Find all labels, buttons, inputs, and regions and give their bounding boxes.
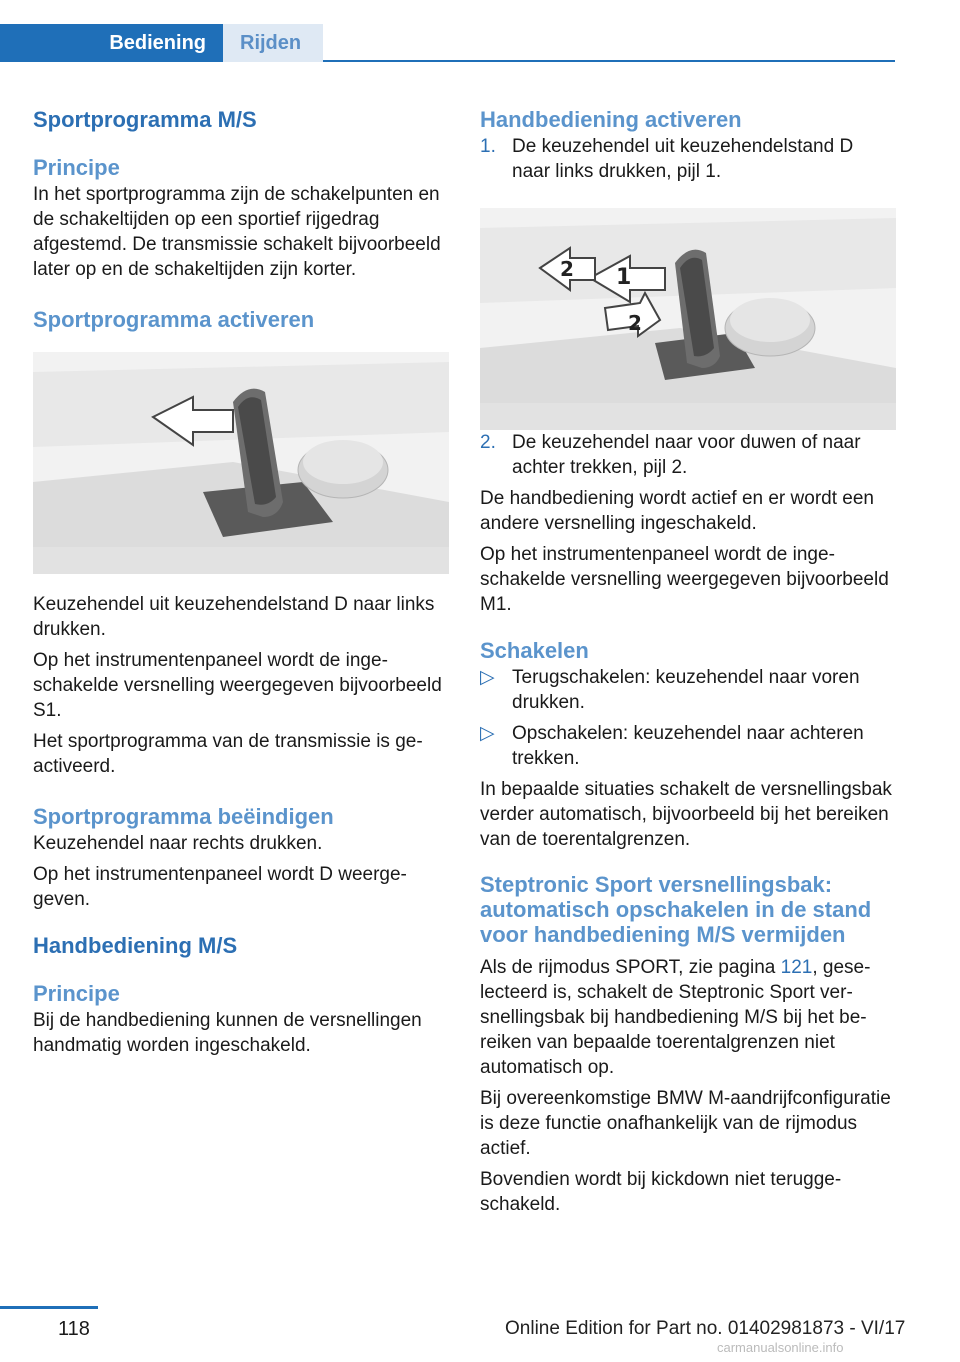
step-2-text: De keuzehendel naar voor duwen of naar achter trekken, pijl 2. [512,432,861,478]
bullet-opschakelen [480,721,896,771]
right-column [480,100,896,1217]
arrow-label-2-top: 2 [560,257,574,281]
beeindigen-p2: Op het instrumentenpaneel wordt D weergegeven. [33,864,407,910]
subheading-schakelen: Schakelen [480,638,589,663]
hand-principe-text: Bij de handbediening kunnen de versnellingen handmatig worden ingeschakeld. [33,1010,422,1056]
subheading-principe-hand: Principe [33,981,120,1006]
p-actief: De handbediening wordt actief en er wordt een andere versnelling ingeschakeld. [480,488,874,534]
watermark: carmanualsonline.info [717,1340,844,1355]
triangle-bullet-icon: ▷ [480,667,495,688]
principe-text: In het sportprogramma zijn de schakelpunten en de schakeltijden op een sportief rijgedrag afgestemd. De transmissie schakelt bijvoorbeeld later op en de schakeltijden zijn korter. [33,184,441,280]
arrow-label-2-bottom: 2 [628,311,642,335]
subheading-sportprogramma-activeren: Sportprogramma activeren [33,307,315,332]
schakelen-list [480,665,896,771]
activeren-p1: Keuzehendel uit keuzehendelstand D naar links drukken. [33,594,435,640]
edition-line: Online Edition for Part no. 01402981873 - VI/17 [505,1318,906,1339]
selector-lever-illustration [33,352,449,574]
bullet-1-text: Terugschakelen: keuzehendel naar voren drukken. [512,667,860,713]
activeren-p3: Het sportprogramma van de transmissie is geactiveerd. [33,731,423,777]
page-link-121[interactable]: 121 [780,957,813,978]
beeindigen-p1: Keuzehendel naar rechts drukken. [33,833,323,854]
chapter-tabs [0,0,960,64]
step-1-text: De keuzehendel uit keuzehendelstand D naar links drukken, pijl 1. [512,136,854,182]
arrow-label-1: 1 [616,265,632,290]
p-bmw: Bij overeenkomstige BMW M-aandrijfconfiguratie is deze functie onafhankelijk van de rijmodus actief. [480,1088,891,1159]
figure-selector-lever-left [33,352,449,574]
steps-list-continued [480,430,896,480]
page-number: 118 [58,1318,90,1340]
header-rule [323,60,895,62]
bullet-2-text: Opschakelen: keuzehendel naar achteren trekken. [512,723,864,769]
step-2-number: 2. [480,432,496,453]
footer-rule [0,1306,98,1309]
subheading-steptronic: Steptronic Sport versnellingsbak: automatisch opschakelen in de stand voor handbediening M/S vermijden [480,872,872,947]
left-column [33,100,449,1058]
step-1-number: 1. [480,136,496,157]
subheading-principe: Principe [33,155,120,180]
figure-selector-lever-manual [480,208,896,430]
activeren-p2: Op het instrumentenpaneel wordt de ingeschakelde versnelling weergegeven bijvoorbeeld S1. [33,650,442,721]
step-2 [480,430,896,480]
p-rijmodus-end: , geselecteerd is, schakelt de Steptronic Sport versnellingsbak bij handbediening M/S bij het bereiken van bepaalde toerentalgrenzen niet automatisch op. [480,957,871,1078]
p-kickdown: Bovendien wordt bij kickdown niet teruggeschakeld. [480,1169,842,1215]
p-paneel: Op het instrumentenpaneel wordt de ingeschakelde versnelling weergegeven bijvoorbeeld M1. [480,544,889,615]
tab-rijden[interactable]: Rijden [223,24,323,62]
bullet-terugschakelen [480,665,896,715]
tab-bediening[interactable]: Bediening [0,24,223,62]
subheading-sportprogramma-beeindigen: Sportprogramma beëindigen [33,804,334,829]
section-title-handbediening: Handbediening M/S [33,933,238,958]
p-rijmodus-start: Als de rijmodus SPORT, zie pagina [480,957,781,978]
manual-shift-illustration [480,208,896,430]
steps-list [480,134,896,184]
step-1 [480,134,896,184]
subheading-handbediening-activeren: Handbediening activeren [480,107,742,132]
p-rijmodus [480,955,896,1080]
triangle-bullet-icon: ▷ [480,723,495,744]
section-title-sportprogramma: Sportprogramma M/S [33,107,257,132]
p-situaties: In bepaalde situaties schakelt de versnellingsbak verder automatisch, bijvoorbeeld bij het bereiken van de toerentalgrenzen. [480,779,892,850]
